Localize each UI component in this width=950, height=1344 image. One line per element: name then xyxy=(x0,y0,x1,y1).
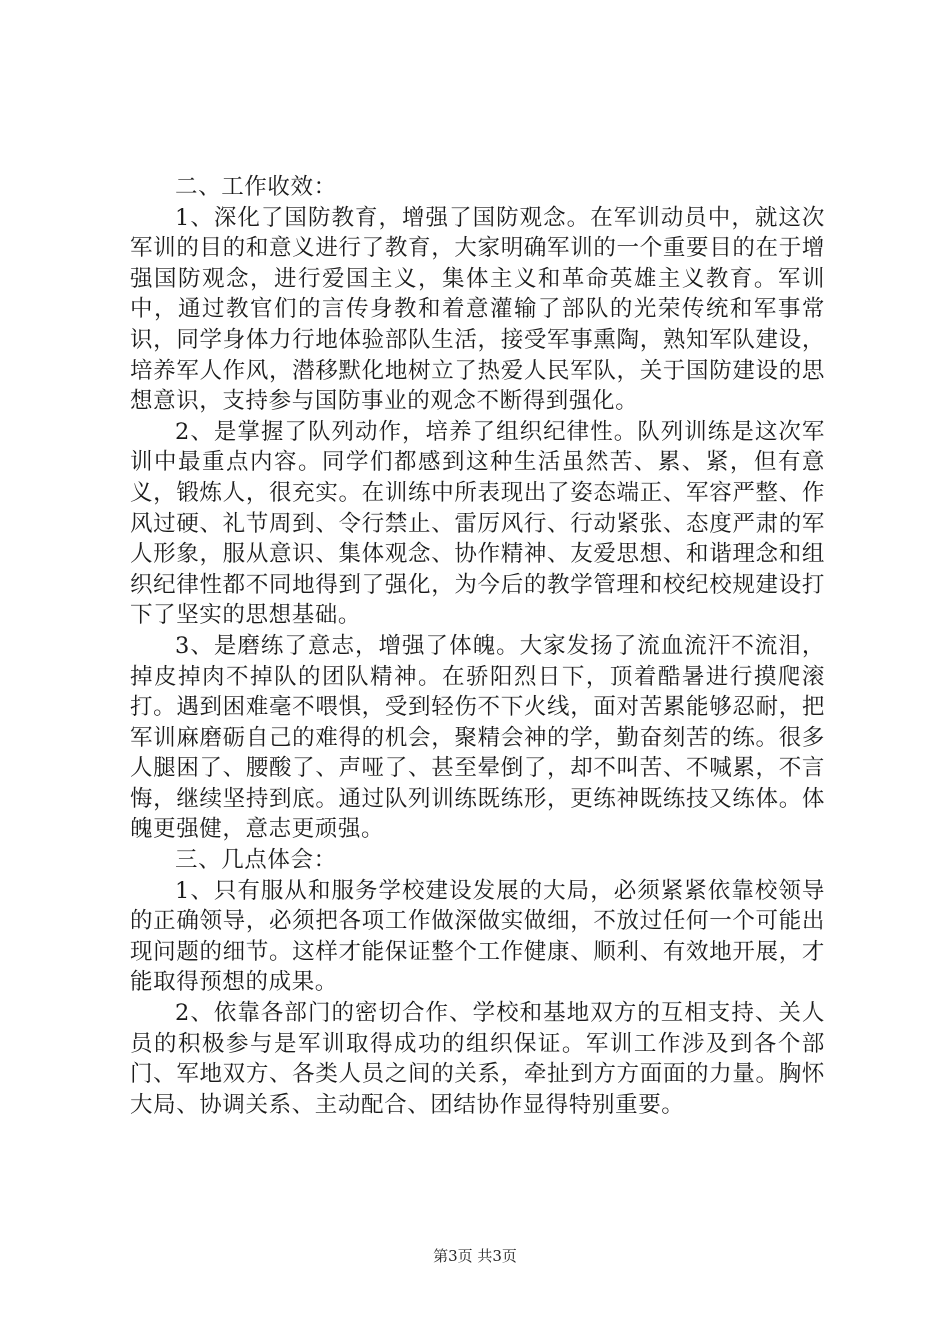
paragraph-defense-education: 1、深化了国防教育，增强了国防观念。在军训动员中，就这次军训的目的和意义进行了教育，大家明确军训的一个重要目的在于增强国防观念，进行爱国主义，集体主义和革命英雄主义教育。军训中，通过教官们的言传身教和着意灌输了部队的光荣传统和军事常识，同学身体力行地体验部队生活，接受军事熏陶，熟知军队建设，培养军人作风，潜移默化地树立了热爱人民军队，关于国防建设的思想意识，支持参与国防事业的观念不断得到强化。 xyxy=(130,204,825,415)
page-number-footer: 第3页 共3页 xyxy=(433,1247,517,1265)
paragraph-cooperation: 2、依靠各部门的密切合作、学校和基地双方的互相支持、关人员的积极参与是军训取得成功的组织保证。军训工作涉及到各个部门、军地双方、各类人员之间的关系，牵扯到方方面面的力量。胸怀大局、协调关系、主动配合、团结协作显得特别重要。 xyxy=(130,1000,825,1118)
section-heading-results: 二、工作收效： xyxy=(175,174,337,200)
paragraph-will-physique: 3、是磨练了意志，增强了体魄。大家发扬了流血流汗不流泪，掉皮掉肉不掉队的团队精神。在骄阳烈日下，顶着酷暑进行摸爬滚打。遇到困难毫不喂惧，受到轻伤不下火线，面对苦累能够忍耐，把军训麻磨砺自己的难得的机会，聚精会神的学，勤奋刻苦的练。很多人腿困了、腰酸了、声哑了、甚至晕倒了，却不叫苦、不喊累，不言悔，继续坚持到底。通过队列训练既练形，更练神既练技又练体。体魄更强健，意志更顽强。 xyxy=(130,632,825,843)
section-heading-experience: 三、几点体会： xyxy=(175,847,337,874)
paragraph-drill-discipline: 2、是掌握了队列动作，培养了组织纪律性。队列训练是这次军训中最重点内容。同学们都感到这种生活虽然苦、累、紧，但有意义，锻炼人，很充实。在训练中所表现出了姿态端正、军容严整、作风过硬、礼节周到、令行禁止、雷厉风行、行动紧张、态度严肃的军人形象，服从意识、集体观念、协作精神、友爱思想、和谐理念和组织纪律性都不同地得到了强化，为今后的教学管理和校纪校规建设打下了坚实的思想基础。 xyxy=(130,418,825,629)
paragraph-overall-situation: 1、只有服从和服务学校建设发展的大局，必须紧紧依靠校领导的正确领导，必须把各项工作做深做实做细，不放过任何一个可能出现问题的细节。这样才能保证整个工作健康、顺利、有效地开展，才能取得预想的成果。 xyxy=(130,877,825,996)
document-body xyxy=(130,172,825,1120)
